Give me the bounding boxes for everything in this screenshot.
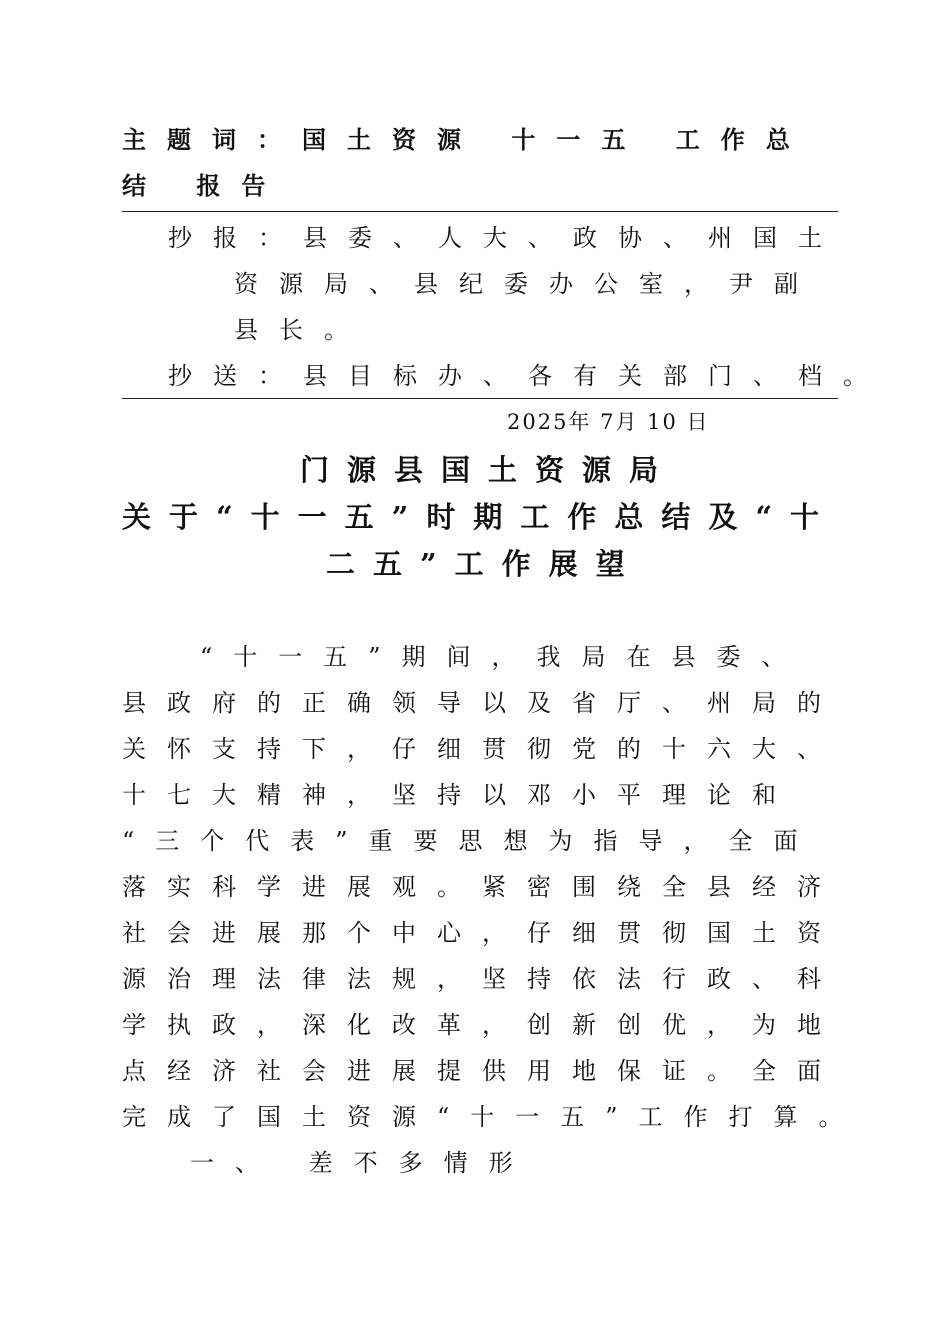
body-line-9: 学执政，深化改革，创新创优，为地 [122, 1011, 842, 1039]
body-line-2: 县政府的正确领导以及省厅、州局的 [122, 689, 842, 717]
bottom-divider [122, 398, 838, 399]
report-to-line-1: 抄报：县委、人大、政协、州国土 [168, 224, 843, 252]
body-line-1: “十一五”期间，我局在县委、 [200, 643, 807, 671]
body-line-8: 源治理法律法规，坚持依法行政、科 [122, 965, 842, 993]
body-line-10: 点经济社会进展提供用地保证。全面 [122, 1057, 842, 1085]
document-title-line-1: 门源县国土资源局 [300, 453, 677, 487]
body-line-6: 落实科学进展观。紧密围绕全县经济 [122, 873, 842, 901]
send-to-line-1: 抄送：县目标办、各有关部门、档。 [168, 362, 888, 390]
keywords-line-1: 主题词：国土资源 十一五 工作总 [122, 125, 811, 154]
body-line-3: 关怀支持下，仔细贯彻党的十六大、 [122, 735, 842, 763]
report-to-line-3: 县长。 [234, 316, 369, 344]
body-line-7: 社会进展那个中心，仔细贯彻国土资 [122, 919, 842, 947]
body-line-5: “三个代表”重要思想为指导，全面 [122, 827, 819, 855]
document-title-line-2: 关于“十一五”时期工作总结及“十 [122, 500, 838, 534]
section-heading: 一、 差不多情形 [190, 1149, 534, 1177]
keywords-line-2: 结 报告 [122, 171, 287, 200]
document-title-line-3: 二五”工作展望 [326, 547, 643, 581]
report-to-line-2: 资源局、县纪委办公室，尹副 [234, 270, 819, 298]
body-line-4: 十七大精神，坚持以邓小平理论和 [122, 781, 797, 809]
body-line-11: 完成了国土资源“十一五”工作打算。 [122, 1103, 864, 1131]
top-divider [122, 211, 838, 212]
document-date: 2025年 7月 10 日 [507, 410, 710, 434]
